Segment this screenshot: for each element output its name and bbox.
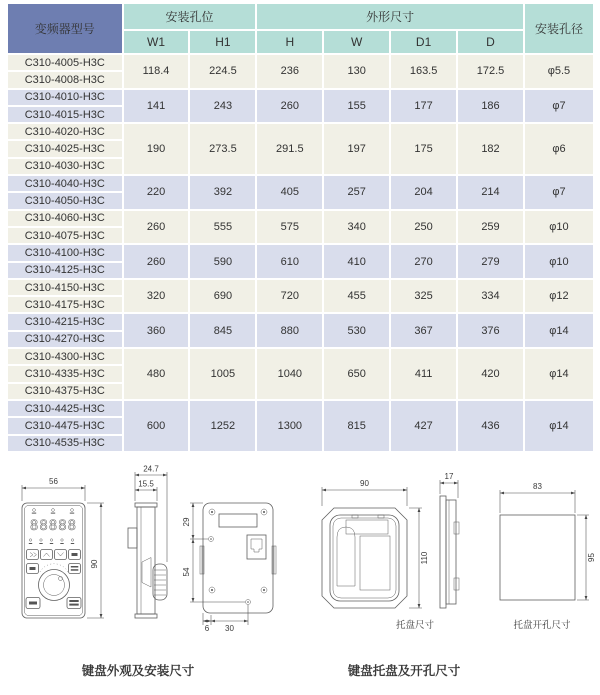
model-cell: C310-4425-H3C xyxy=(8,401,122,416)
dim-cell-h1: 224.5 xyxy=(190,55,255,88)
tray-left-slot xyxy=(337,527,355,586)
dim-cell-h: 575 xyxy=(257,211,322,244)
svg-text:90: 90 xyxy=(90,559,99,569)
svg-text:54: 54 xyxy=(182,567,191,577)
tray-top-slot xyxy=(346,520,388,534)
column-header-h: H xyxy=(257,31,322,53)
dim-cell-d: 376 xyxy=(458,314,523,347)
shift-button xyxy=(27,550,39,560)
dim-cell-h: 610 xyxy=(257,245,322,278)
dimension-tray-90 xyxy=(322,479,407,506)
dim-cell-h1: 555 xyxy=(190,211,255,244)
dim-cell-w1: 480 xyxy=(124,349,189,399)
dim-cell-h: 291.5 xyxy=(257,124,322,174)
keypad-back-view xyxy=(182,503,276,633)
dimension-cut-83 xyxy=(500,482,575,513)
dim-cell-d1: 250 xyxy=(391,211,456,244)
dim-cell-h: 880 xyxy=(257,314,322,347)
dim-cell-h: 405 xyxy=(257,176,322,209)
dim-cell-dia: φ10 xyxy=(525,245,593,278)
model-cell: C310-4060-H3C xyxy=(8,211,122,226)
corner-screw-icons xyxy=(209,509,267,593)
tray-cutout-view xyxy=(500,482,596,631)
dim-cell-dia: φ10 xyxy=(525,211,593,244)
dimension-cut-95 xyxy=(577,515,596,600)
tray-side-view xyxy=(440,472,459,608)
svg-text:30: 30 xyxy=(225,624,234,633)
model-cell: C310-4215-H3C xyxy=(8,314,122,329)
dim-cell-w: 530 xyxy=(324,314,389,347)
tray-right-slot xyxy=(360,536,390,590)
table-row xyxy=(8,124,593,139)
table-row xyxy=(8,401,593,416)
column-header-hole-diameter: 安装孔径 xyxy=(525,4,593,53)
dimension-tray-17 xyxy=(440,472,458,498)
model-cell: C310-4175-H3C xyxy=(8,297,122,312)
model-cell: C310-4005-H3C xyxy=(8,55,122,70)
dim-cell-w1: 260 xyxy=(124,245,189,278)
dim-cell-w: 197 xyxy=(324,124,389,174)
model-cell: C310-4100-H3C xyxy=(8,245,122,260)
mode-button xyxy=(69,564,81,574)
dim-cell-h1: 243 xyxy=(190,90,255,123)
dim-cell-h: 236 xyxy=(257,55,322,88)
svg-text:90: 90 xyxy=(360,479,369,488)
dim-cell-dia: φ14 xyxy=(525,401,593,451)
dim-cell-w1: 360 xyxy=(124,314,189,347)
dim-cell-d1: 270 xyxy=(391,245,456,278)
table-row xyxy=(8,314,593,329)
dim-cell-dia: φ14 xyxy=(525,314,593,347)
dim-cell-d: 420 xyxy=(458,349,523,399)
label-slot xyxy=(219,514,257,527)
model-cell: C310-4335-H3C xyxy=(8,366,122,381)
rotary-knob xyxy=(39,564,70,601)
dim-cell-h1: 590 xyxy=(190,245,255,278)
svg-text:83: 83 xyxy=(533,482,542,491)
table-row xyxy=(8,55,593,70)
up-arrow-button xyxy=(41,550,53,560)
dim-cell-d: 172.5 xyxy=(458,55,523,88)
model-cell: C310-4535-H3C xyxy=(8,436,122,451)
dim-cell-w: 130 xyxy=(324,55,389,88)
dim-cell-dia: φ7 xyxy=(525,90,593,123)
model-cell: C310-4300-H3C xyxy=(8,349,122,364)
dim-cell-h1: 273.5 xyxy=(190,124,255,174)
tray-caption: 键盘托盘及开孔尺寸 xyxy=(347,664,461,678)
model-cell: C310-4125-H3C xyxy=(8,263,122,278)
status-led-icons xyxy=(32,509,74,514)
dim-cell-w1: 600 xyxy=(124,401,189,451)
dim-cell-w: 257 xyxy=(324,176,389,209)
dim-cell-d1: 411 xyxy=(391,349,456,399)
dimension-90 xyxy=(87,503,104,618)
dim-cell-d: 214 xyxy=(458,176,523,209)
svg-text:15.5: 15.5 xyxy=(138,479,154,489)
svg-text:6: 6 xyxy=(204,624,210,633)
dim-cell-dia: φ7 xyxy=(525,176,593,209)
stop-reset-button xyxy=(67,598,81,609)
model-cell: C310-4375-H3C xyxy=(8,384,122,399)
dim-cell-d1: 204 xyxy=(391,176,456,209)
model-cell: C310-4015-H3C xyxy=(8,107,122,122)
keypad-side-view xyxy=(128,465,167,619)
dim-cell-w: 650 xyxy=(324,349,389,399)
table-row xyxy=(8,176,593,191)
column-header-w1: W1 xyxy=(124,31,189,53)
unit-led-icons xyxy=(29,539,74,544)
dim-cell-h1: 392 xyxy=(190,176,255,209)
mr-button xyxy=(27,564,39,574)
dim-cell-w1: 118.4 xyxy=(124,55,189,88)
svg-text:56: 56 xyxy=(49,477,58,486)
model-cell: C310-4150-H3C xyxy=(8,280,122,295)
enter-button xyxy=(69,550,81,560)
tray-front-view xyxy=(322,479,434,631)
dim-cell-w: 410 xyxy=(324,245,389,278)
dim-cell-d1: 427 xyxy=(391,401,456,451)
dim-cell-d1: 163.5 xyxy=(391,55,456,88)
mounting-hole-icons xyxy=(209,537,251,605)
down-arrow-button xyxy=(55,550,67,560)
table-row xyxy=(8,280,593,295)
rj45-port-icon xyxy=(247,535,266,559)
dim-cell-h1: 1252 xyxy=(190,401,255,451)
model-cell: C310-4050-H3C xyxy=(8,193,122,208)
model-cell: C310-4020-H3C xyxy=(8,124,122,139)
dim-cell-d1: 367 xyxy=(391,314,456,347)
column-header-model: 变频器型号 xyxy=(8,4,122,53)
dim-cell-d: 334 xyxy=(458,280,523,313)
seven-segment-display: 88888 xyxy=(29,518,78,534)
svg-text:110: 110 xyxy=(420,551,429,565)
dim-cell-w1: 260 xyxy=(124,211,189,244)
dim-cell-dia: φ14 xyxy=(525,349,593,399)
dim-cell-d1: 177 xyxy=(391,90,456,123)
dim-cell-d: 259 xyxy=(458,211,523,244)
dim-cell-h: 260 xyxy=(257,90,322,123)
dim-cell-h1: 1005 xyxy=(190,349,255,399)
svg-text:17: 17 xyxy=(444,472,454,481)
table-row xyxy=(8,90,593,105)
svg-text:95: 95 xyxy=(587,553,596,562)
dimension-30 xyxy=(211,621,248,633)
keypad-front-view xyxy=(22,477,104,618)
dim-cell-h: 1040 xyxy=(257,349,322,399)
dim-cell-w1: 141 xyxy=(124,90,189,123)
dim-cell-w: 340 xyxy=(324,211,389,244)
tray-front-label: 托盘尺寸 xyxy=(395,620,435,631)
model-cell: C310-4008-H3C xyxy=(8,72,122,87)
keypad-caption: 键盘外观及安装尺寸 xyxy=(81,664,195,678)
dim-cell-w: 155 xyxy=(324,90,389,123)
model-cell: C310-4025-H3C xyxy=(8,141,122,156)
table-row xyxy=(8,245,593,260)
dim-cell-d: 186 xyxy=(458,90,523,123)
dim-cell-w: 815 xyxy=(324,401,389,451)
dim-cell-dia: φ6 xyxy=(525,124,593,174)
column-header-d1: D1 xyxy=(391,31,456,53)
table-row xyxy=(8,349,593,364)
dim-cell-d1: 175 xyxy=(391,124,456,174)
dim-cell-w1: 320 xyxy=(124,280,189,313)
table-row xyxy=(8,211,593,226)
dim-cell-h: 1300 xyxy=(257,401,322,451)
dim-cell-w: 455 xyxy=(324,280,389,313)
technical-drawings xyxy=(0,460,600,695)
column-header-d: D xyxy=(458,31,523,53)
dim-cell-d: 279 xyxy=(458,245,523,278)
dim-cell-h: 720 xyxy=(257,280,322,313)
model-cell: C310-4270-H3C xyxy=(8,332,122,347)
dim-cell-d: 436 xyxy=(458,401,523,451)
model-cell: C310-4010-H3C xyxy=(8,90,122,105)
column-group-mounting-holes: 安装孔位 xyxy=(124,4,256,29)
svg-text:29: 29 xyxy=(182,517,191,527)
svg-text:24.7: 24.7 xyxy=(143,464,159,474)
run-button xyxy=(26,598,40,609)
dim-cell-d1: 325 xyxy=(391,280,456,313)
dim-cell-h1: 845 xyxy=(190,314,255,347)
dim-cell-w1: 220 xyxy=(124,176,189,209)
side-clip-icons xyxy=(200,546,276,574)
dim-cell-w1: 190 xyxy=(124,124,189,174)
column-header-h1: H1 xyxy=(190,31,255,53)
model-cell: C310-4475-H3C xyxy=(8,418,122,433)
model-cell: C310-4075-H3C xyxy=(8,228,122,243)
dim-cell-h1: 690 xyxy=(190,280,255,313)
dimension-15-5 xyxy=(135,480,157,502)
dim-cell-dia: φ12 xyxy=(525,280,593,313)
column-header-w: W xyxy=(324,31,389,53)
dim-cell-d: 182 xyxy=(458,124,523,174)
dimension-tray-110 xyxy=(409,508,429,608)
dimension-56 xyxy=(22,477,85,501)
tray-cutout-label: 托盘开孔尺寸 xyxy=(513,620,571,631)
model-cell: C310-4040-H3C xyxy=(8,176,122,191)
dim-cell-dia: φ5.5 xyxy=(525,55,593,88)
model-cell: C310-4030-H3C xyxy=(8,159,122,174)
inverter-dimension-table xyxy=(6,2,595,453)
dimension-29 xyxy=(182,503,208,539)
column-group-outline-dims: 外形尺寸 xyxy=(257,4,523,29)
